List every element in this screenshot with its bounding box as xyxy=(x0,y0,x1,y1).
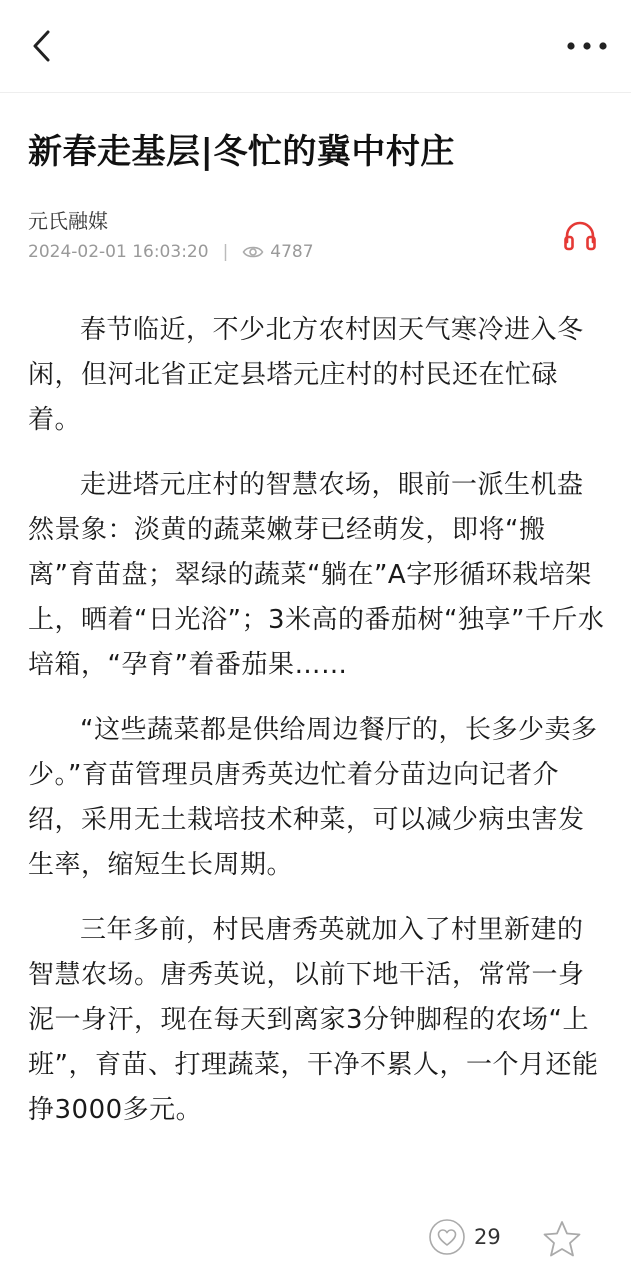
paragraph-2: 走进塔元庄村的智慧农场，眼前一派生机盎然景象：淡黄的蔬菜嫩芽已经萌发，即将“搬离”育苗盘；翠绿的蔬菜“躺在”A字形循环栽培架上，晒着“日光浴”；3米高的番茄树“独享”千斤水培箱，“孕育”着番茄果…… xyxy=(28,470,605,680)
article-body xyxy=(28,308,606,1213)
back-button[interactable] xyxy=(26,26,62,66)
article-title: 新春走基层|冬忙的冀中村庄 xyxy=(28,132,455,172)
like-count: 29 xyxy=(474,1225,501,1249)
more-button[interactable] xyxy=(565,30,609,62)
listen-button[interactable] xyxy=(562,218,598,254)
more-horizontal-icon xyxy=(565,30,609,62)
chevron-left-icon xyxy=(26,26,62,66)
article-meta xyxy=(28,242,314,262)
paragraph-1: 春节临近，不少北方农村因天气寒冷进入冬闲，但河北省正定县塔元庄村的村民还在忙碌着。 xyxy=(28,315,584,435)
view-count: 4787 xyxy=(270,242,314,262)
like-button[interactable] xyxy=(428,1218,466,1256)
meta-separator: | xyxy=(222,242,229,262)
star-icon xyxy=(542,1219,582,1259)
paragraph-4: 三年多前，村民唐秀英就加入了村里新建的智慧农场。唐秀英说，以前下地干活，常常一身泥一身汗，现在每天到离家3分钟脚程的农场“上班”，育苗、打理蔬菜，干净不累人，一个月还能挣3000多元。 xyxy=(28,915,599,1125)
bottom-action-bar xyxy=(0,1200,631,1280)
publish-datetime: 2024-02-01 16:03:20 xyxy=(28,242,209,262)
heart-icon xyxy=(428,1218,466,1256)
top-bar xyxy=(0,0,631,93)
paragraph-3: “这些蔬菜都是供给周边餐厅的，长多少卖多少。”育苗管理员唐秀英边忙着分苗边向记者介绍，采用无土栽培技术种菜，可以减少病虫害发生率，缩短生长周期。 xyxy=(28,715,598,880)
favorite-button[interactable] xyxy=(542,1219,582,1259)
headphones-icon xyxy=(562,218,598,254)
article-source[interactable]: 元氏融媒 xyxy=(28,209,108,233)
eye-icon xyxy=(242,244,264,260)
